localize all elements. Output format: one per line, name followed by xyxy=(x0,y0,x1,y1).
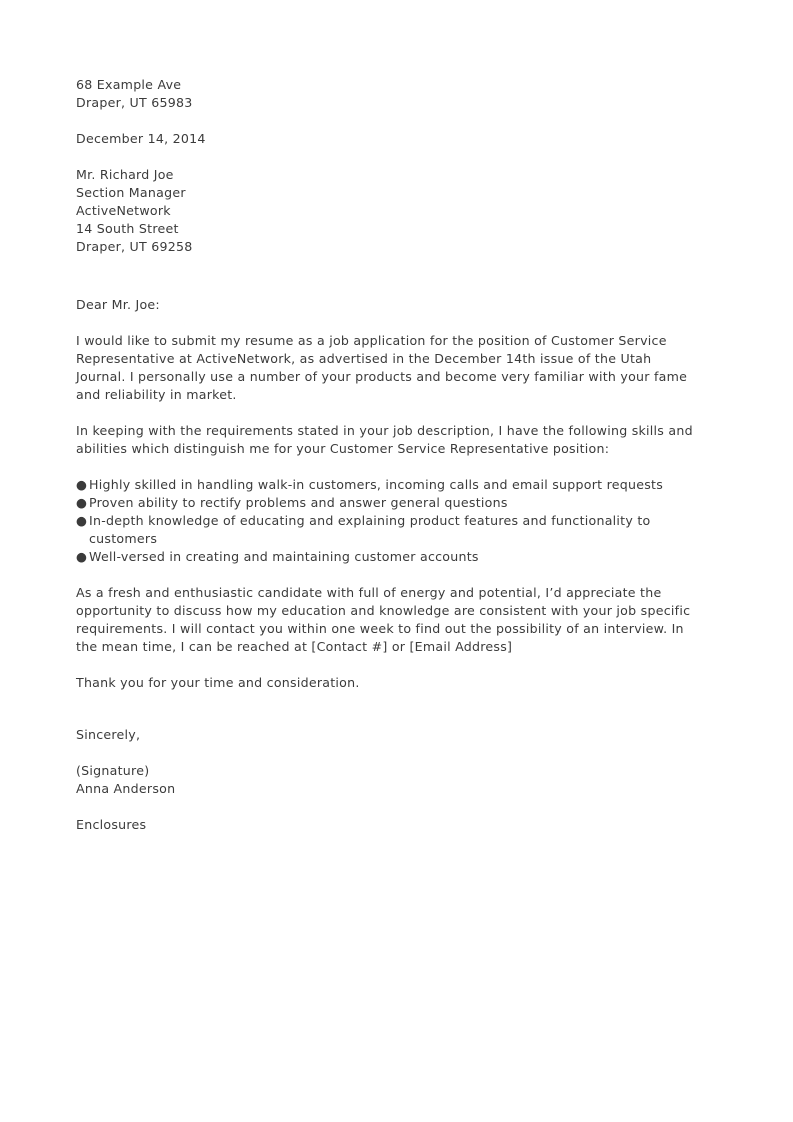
enclosures xyxy=(76,816,700,834)
skills-list xyxy=(76,476,700,566)
spacer-after-signature xyxy=(76,798,700,816)
letter-date xyxy=(76,130,700,148)
recipient-address xyxy=(76,166,700,256)
salutation xyxy=(76,296,700,314)
spacer-before-closing xyxy=(76,692,700,726)
spacer-after-recipient xyxy=(76,256,700,296)
recipient-company: ActiveNetwork xyxy=(76,203,171,218)
letter-body xyxy=(76,76,700,834)
spacer-after-date xyxy=(76,148,700,166)
closing-text: Sincerely, xyxy=(76,727,141,742)
signature-block xyxy=(76,762,700,798)
signer-name: Anna Anderson xyxy=(76,781,176,796)
spacer-after-sender-address xyxy=(76,112,700,130)
sender-address xyxy=(76,76,700,112)
letter-date-text: December 14, 2014 xyxy=(76,131,206,146)
recipient-name: Mr. Richard Joe xyxy=(76,167,174,182)
bullet-icon: ● xyxy=(76,477,88,492)
sender-address-line-1: 68 Example Ave xyxy=(76,77,182,92)
spacer-after-paragraph-1 xyxy=(76,404,700,422)
salutation-text: Dear Mr. Joe: xyxy=(76,297,160,312)
spacer-after-skills-list xyxy=(76,566,700,584)
spacer-after-salutation xyxy=(76,314,700,332)
bullet-icon: ● xyxy=(76,495,88,510)
paragraph-thank-you: Thank you for your time and consideration. xyxy=(76,675,360,690)
list-item xyxy=(76,476,700,494)
spacer-after-paragraph-2 xyxy=(76,458,700,476)
list-item-label: Well-versed in creating and maintaining customer accounts xyxy=(89,549,479,564)
paragraph-closing-statement: As a fresh and enthusiastic candidate with full of energy and potential, I’d appreciate the opportunity to discuss how my education and knowledge are consistent with your job specific requirements. I will contact you within one week to find out the possibility of an interview. In the mean time, I can be reached at [Contact #] or [Email Address] xyxy=(76,585,691,654)
spacer-after-paragraph-3 xyxy=(76,656,700,674)
list-item xyxy=(76,512,700,548)
sender-address-line-2: Draper, UT 65983 xyxy=(76,95,193,110)
signature-placeholder: (Signature) xyxy=(76,763,150,778)
enclosures-text: Enclosures xyxy=(76,817,147,832)
bullet-icon: ● xyxy=(76,513,88,528)
closing xyxy=(76,726,700,744)
list-item-label: In-depth knowledge of educating and explaining product features and functionality to customers xyxy=(89,513,651,546)
list-item xyxy=(76,548,700,566)
list-item-label: Proven ability to rectify problems and answer general questions xyxy=(89,495,508,510)
paragraph-intro: I would like to submit my resume as a job application for the position of Customer Service Representative at ActiveNetwork, as advertised in the December 14th issue of the Utah Journal. I personally use a number of your products and become very familiar with your fame and reliability in market. xyxy=(76,333,688,402)
recipient-title: Section Manager xyxy=(76,185,186,200)
list-item-label: Highly skilled in handling walk-in customers, incoming calls and email support requests xyxy=(89,477,664,492)
recipient-street: 14 South Street xyxy=(76,221,179,236)
bullet-icon: ● xyxy=(76,549,88,564)
spacer-after-closing xyxy=(76,744,700,762)
paragraph-skills-intro: In keeping with the requirements stated in your job description, I have the following skills and abilities which distinguish me for your Customer Service Representative position: xyxy=(76,423,693,456)
list-item xyxy=(76,494,700,512)
recipient-city-state-zip: Draper, UT 69258 xyxy=(76,239,193,254)
